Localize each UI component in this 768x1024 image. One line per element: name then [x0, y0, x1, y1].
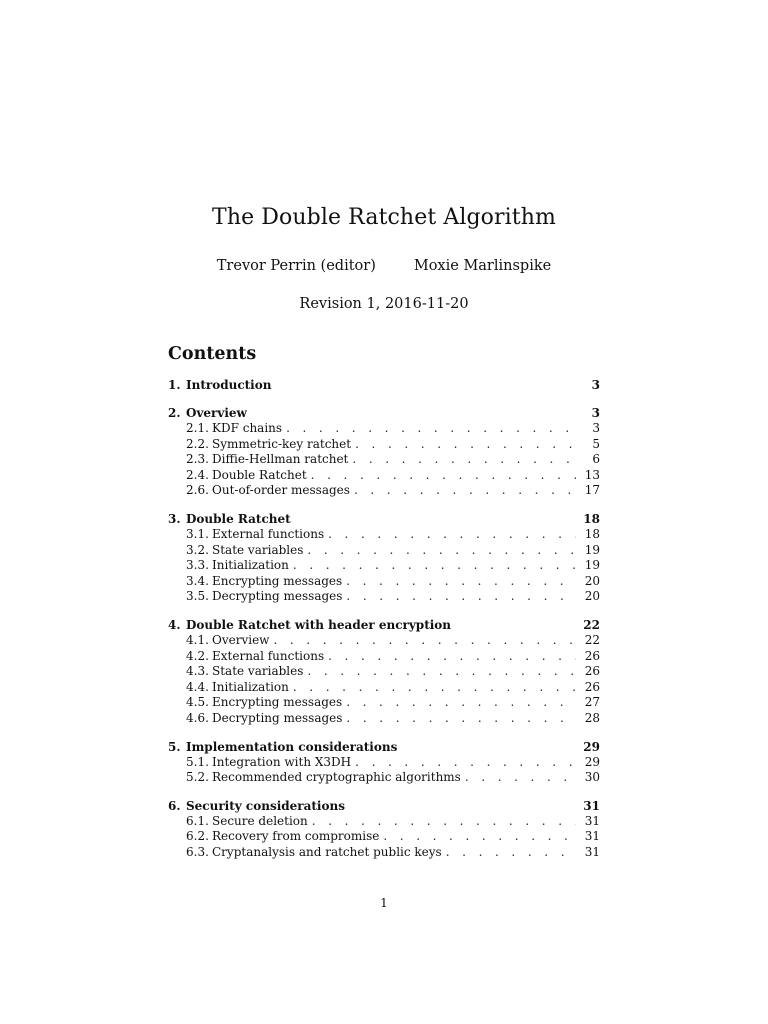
toc-subsection-page: 31: [584, 844, 600, 859]
toc-section-number: 6.: [168, 798, 181, 813]
toc-section-entry[interactable]: [168, 511, 600, 527]
toc-subsection-label: Diffie-Hellman ratchet: [212, 452, 349, 467]
toc-subsection-page: 28: [584, 710, 600, 725]
toc-subsection-number: 3.4.: [186, 573, 209, 588]
dot-leader: [311, 468, 576, 484]
toc-section-entry[interactable]: [168, 405, 600, 421]
toc-subsection-label: Encrypting messages: [212, 573, 343, 588]
toc-subsection-label: External functions: [212, 526, 325, 541]
dot-leader: [352, 452, 576, 468]
toc-subsection-number: 2.1.: [186, 421, 209, 435]
toc-subsection-page: 22: [584, 632, 600, 647]
toc-subsection-number: 5.1.: [186, 754, 209, 769]
toc-subsection-label: Integration with X3DH: [212, 754, 352, 769]
toc-subsection-number: 2.2.: [186, 436, 209, 451]
author-name: Trevor Perrin (editor): [216, 258, 376, 274]
toc-section: [168, 511, 600, 605]
toc-subsection-label: Initialization: [212, 558, 289, 573]
toc-section: [168, 798, 600, 861]
toc-subsection-number: 4.6.: [186, 710, 209, 725]
dot-leader: [346, 574, 576, 590]
toc-subsection-label: Double Ratchet: [212, 467, 307, 482]
toc-section-title: [168, 405, 247, 421]
dot-leader: [346, 589, 576, 605]
toc-section-label: Overview: [186, 406, 247, 420]
dot-leader: [286, 421, 576, 437]
toc-subsection-page: 13: [584, 467, 600, 482]
toc-section-title: [168, 798, 345, 814]
toc-section: [168, 377, 600, 393]
dot-leader: [446, 845, 576, 861]
toc-section-label: Introduction: [186, 378, 272, 392]
toc-subsection-entry[interactable]: [168, 421, 600, 437]
toc-section-page: 3: [591, 406, 600, 420]
contents-heading: Contents: [168, 344, 257, 364]
toc-subsection-number: 3.2.: [186, 542, 209, 557]
toc-section-label: Security considerations: [186, 798, 345, 813]
toc-section-title: [168, 739, 397, 755]
toc-subsection-label: Recovery from compromise: [212, 829, 380, 844]
toc-subsection-entry[interactable]: [168, 437, 600, 453]
toc-subsection-entry[interactable]: [168, 664, 600, 680]
dot-leader: [293, 558, 576, 574]
toc-section-number: 2.: [168, 406, 181, 420]
toc-subsection-page: 19: [584, 558, 600, 573]
toc-subsection-number: 6.3.: [186, 844, 209, 859]
toc-subsection-label: External functions: [212, 648, 325, 663]
dot-leader: [354, 483, 576, 499]
dot-leader: [293, 680, 576, 696]
dot-leader: [312, 814, 576, 830]
toc-section-page: 31: [583, 798, 600, 813]
toc-subsection-label: KDF chains: [212, 421, 283, 435]
toc-subsection-page: 31: [584, 829, 600, 844]
toc-section-title: [168, 617, 451, 633]
toc-subsection-entry[interactable]: [168, 649, 600, 665]
toc-subsection-number: 6.2.: [186, 829, 209, 844]
toc-subsection-entry[interactable]: [168, 814, 600, 830]
toc-subsection-entry[interactable]: [168, 452, 600, 468]
toc-section-entry[interactable]: [168, 739, 600, 755]
toc-subsection-label: Decrypting messages: [212, 589, 343, 604]
toc-subsection-page: 3: [592, 421, 600, 435]
toc-subsection-entry[interactable]: [168, 543, 600, 559]
toc-subsection-label: Out-of-order messages: [212, 483, 350, 498]
toc-subsection-number: 2.3.: [186, 452, 209, 467]
toc-subsection-entry[interactable]: [168, 711, 600, 727]
document-title: The Double Ratchet Algorithm: [212, 205, 556, 230]
toc-subsection-entry[interactable]: [168, 483, 600, 499]
toc-subsection-label: State variables: [212, 542, 304, 557]
toc-subsection-number: 4.5.: [186, 695, 209, 710]
toc-subsection-label: Recommended cryptographic algorithms: [212, 770, 461, 785]
toc-subsection-number: 2.6.: [186, 483, 209, 498]
toc-section-label: Implementation considerations: [186, 739, 398, 754]
toc-subsection-page: 26: [584, 648, 600, 663]
toc-section: [168, 739, 600, 786]
toc-subsection-entry[interactable]: [168, 829, 600, 845]
toc-subsection-entry[interactable]: [168, 633, 600, 649]
dot-leader: [273, 633, 576, 649]
dot-leader: [307, 543, 576, 559]
toc-section-number: 5.: [168, 739, 181, 754]
toc-subsection-label: Encrypting messages: [212, 695, 343, 710]
table-of-contents: [168, 377, 600, 872]
author-name: Moxie Marlinspike: [413, 258, 552, 274]
toc-section-page: 22: [583, 617, 600, 632]
toc-subsection-entry[interactable]: [168, 574, 600, 590]
toc-section-page: 29: [583, 739, 600, 754]
toc-subsection-page: 18: [584, 526, 600, 541]
toc-subsection-number: 2.4.: [186, 467, 209, 482]
toc-section: [168, 617, 600, 727]
toc-subsection-page: 26: [584, 664, 600, 679]
toc-subsection-label: State variables: [212, 664, 304, 679]
toc-subsection-number: 6.1.: [186, 813, 209, 828]
toc-subsection-entry[interactable]: [168, 558, 600, 574]
toc-subsection-entry[interactable]: [168, 770, 600, 786]
revision-line: Revision 1, 2016-11-20: [299, 296, 469, 312]
toc-section-number: 1.: [168, 378, 181, 392]
toc-subsection-page: 29: [584, 754, 600, 769]
dot-leader: [355, 437, 576, 453]
dot-leader: [465, 770, 576, 786]
toc-subsection-page: 26: [584, 679, 600, 694]
toc-section: [168, 405, 600, 499]
toc-subsection-entry[interactable]: [168, 845, 600, 861]
author-list: [0, 258, 768, 274]
toc-subsection-page: 17: [584, 483, 600, 498]
toc-section-entry[interactable]: [168, 798, 600, 814]
toc-section-number: 3.: [168, 511, 181, 526]
toc-subsection-number: 4.1.: [186, 632, 209, 647]
toc-section-page: 3: [591, 378, 600, 392]
page-number: 1: [380, 896, 388, 910]
toc-subsection-page: 27: [584, 695, 600, 710]
dot-leader: [328, 649, 576, 665]
toc-subsection-label: Overview: [212, 632, 270, 647]
toc-section-page: 18: [583, 511, 600, 526]
toc-section-entry[interactable]: [168, 617, 600, 633]
toc-subsection-entry[interactable]: [168, 468, 600, 484]
toc-section-title: [168, 511, 291, 527]
dot-leader: [328, 527, 576, 543]
toc-subsection-page: 31: [584, 813, 600, 828]
toc-section-title: [168, 377, 271, 393]
toc-subsection-entry[interactable]: [168, 680, 600, 696]
toc-subsection-entry[interactable]: [168, 755, 600, 771]
toc-subsection-number: 3.3.: [186, 558, 209, 573]
toc-subsection-number: 4.2.: [186, 648, 209, 663]
toc-subsection-number: 4.4.: [186, 679, 209, 694]
dot-leader: [355, 755, 576, 771]
toc-subsection-label: Cryptanalysis and ratchet public keys: [212, 844, 442, 859]
toc-subsection-entry[interactable]: [168, 527, 600, 543]
toc-subsection-entry[interactable]: [168, 695, 600, 711]
toc-subsection-label: Symmetric-key ratchet: [212, 436, 352, 451]
toc-subsection-entry[interactable]: [168, 589, 600, 605]
dot-leader: [346, 695, 576, 711]
toc-subsection-number: 5.2.: [186, 770, 209, 785]
dot-leader: [383, 829, 576, 845]
toc-subsection-number: 3.1.: [186, 526, 209, 541]
toc-section-entry[interactable]: [168, 377, 600, 393]
toc-subsection-number: 4.3.: [186, 664, 209, 679]
toc-subsection-page: 19: [584, 542, 600, 557]
dot-leader: [346, 711, 576, 727]
toc-subsection-page: 30: [584, 770, 600, 785]
dot-leader: [307, 664, 576, 680]
toc-subsection-number: 3.5.: [186, 589, 209, 604]
toc-subsection-page: 6: [592, 452, 600, 467]
toc-subsection-page: 20: [584, 573, 600, 588]
toc-section-label: Double Ratchet: [186, 511, 291, 526]
toc-subsection-label: Secure deletion: [212, 813, 308, 828]
toc-subsection-page: 5: [592, 436, 600, 451]
toc-subsection-page: 20: [584, 589, 600, 604]
toc-subsection-label: Initialization: [212, 679, 289, 694]
toc-section-number: 4.: [168, 617, 181, 632]
toc-section-label: Double Ratchet with header encryption: [186, 617, 452, 632]
toc-subsection-label: Decrypting messages: [212, 710, 343, 725]
